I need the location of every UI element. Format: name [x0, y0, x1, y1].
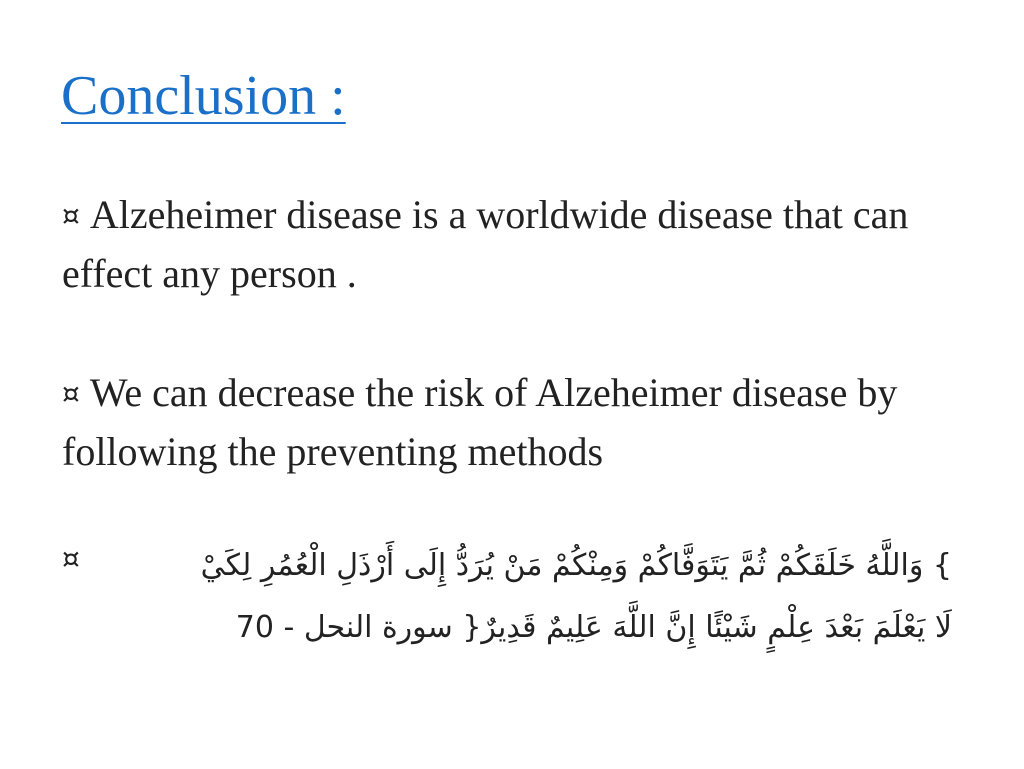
bullet-2	[62, 364, 972, 481]
bullet-marker-icon: ¤	[62, 199, 80, 232]
bullet-1-text: Alzeheimer disease is a worldwide disease that can effect any person .	[62, 192, 909, 296]
bullet-1	[62, 186, 972, 303]
quran-verse-line-2: لَا يَعْلَمَ بَعْدَ عِلْمٍ شَيْئًا إِنَّ اللَّهَ عَلِيمٌ قَدِيرٌ{ سورة النحل - 70	[235, 610, 952, 645]
bullet-marker-icon: ¤	[62, 377, 80, 410]
bullet-2-text: We can decrease the risk of Alzeheimer disease by following the preventing methods	[62, 370, 898, 474]
quran-verse-line-1: } وَاللَّهُ خَلَقَكُمْ ثُمَّ يَتَوَفَّاكُمْ وَمِنْكُمْ مَنْ يُرَدُّ إِلَى أَرْذَلِ الْعُمُرِ لِكَيْ	[200, 548, 952, 583]
slide-title: Conclusion :	[61, 65, 346, 127]
bullet-marker-icon: ¤	[62, 542, 80, 575]
